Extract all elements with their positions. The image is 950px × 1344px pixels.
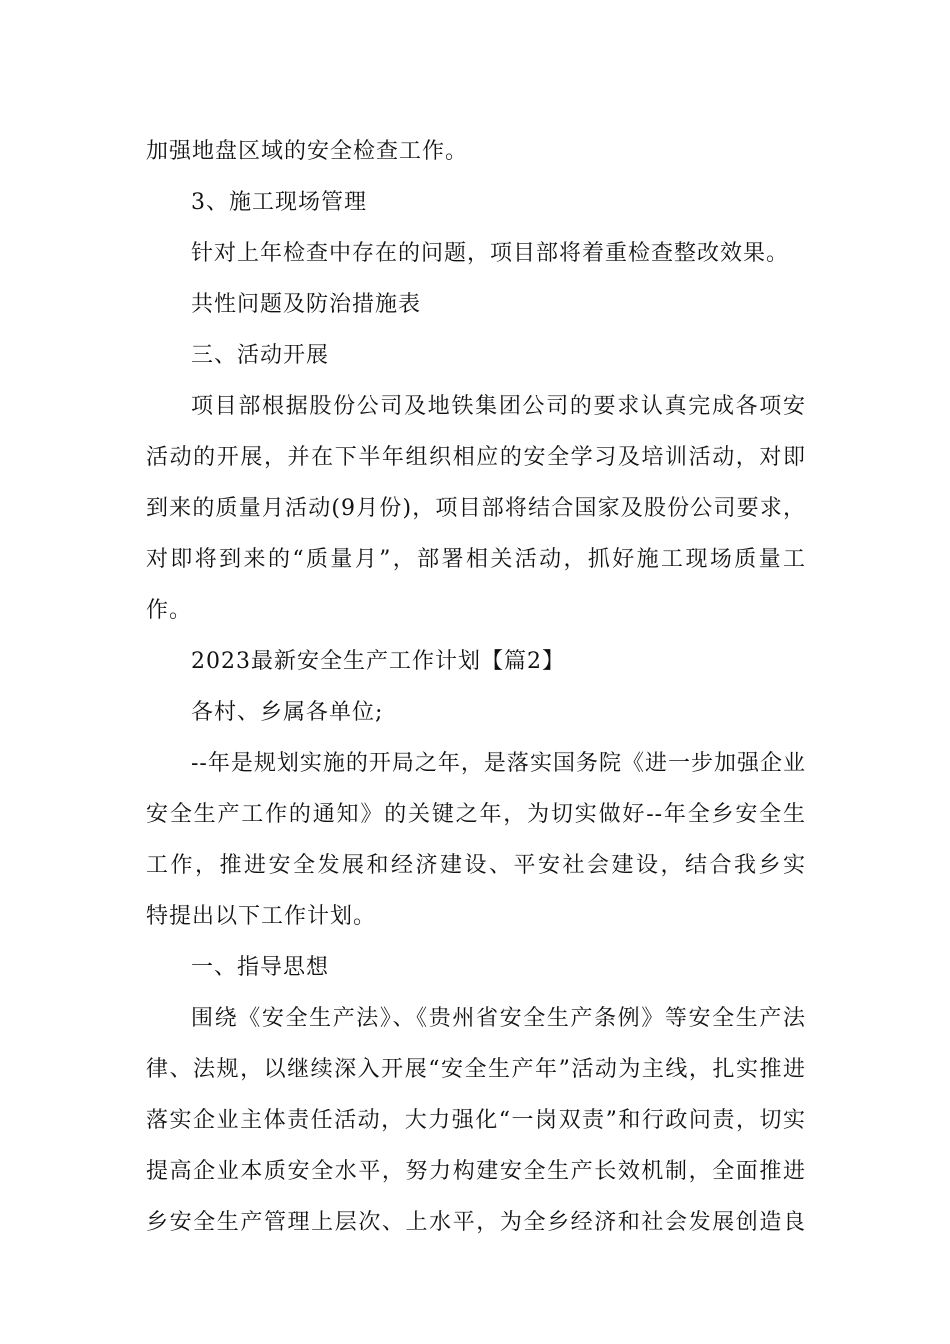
paragraph-line: 作。 (146, 598, 193, 623)
paragraph-line: 律、法规，以继续深入开展“安全生产年”活动为主线，扎实推进 (146, 1057, 806, 1082)
paragraph-line: 对即将到来的“质量月”，部署相关活动，抓好施工现场质量工 (146, 547, 806, 572)
section-heading: 3、施工现场管理 (191, 190, 367, 215)
article-title: 2023最新安全生产工作计划【篇2】 (191, 649, 565, 674)
paragraph-line: 特提出以下工作计划。 (146, 904, 377, 929)
paragraph-line: 提高企业本质安全水平，努力构建安全生产长效机制，全面推进 (146, 1159, 806, 1184)
text-line: 共性问题及防治措施表 (191, 292, 422, 317)
text-line: 加强地盘区域的安全检查工作。 (146, 139, 469, 164)
paragraph-line: 活动的开展，并在下半年组织相应的安全学习及培训活动，对即 (146, 445, 806, 470)
document-body (146, 126, 806, 1248)
paragraph-line: 安全生产工作的通知》的关键之年，为切实做好--年全乡安全生 (146, 802, 806, 827)
paragraph-line: 乡安全生产管理上层次、上水平，为全乡经济和社会发展创造良 (146, 1210, 806, 1235)
salutation: 各村、乡属各单位; (191, 700, 384, 725)
section-heading: 三、活动开展 (191, 343, 330, 368)
text-line: 针对上年检查中存在的问题，项目部将着重检查整改效果。 (191, 241, 790, 266)
paragraph-line: 落实企业主体责任活动，大力强化“一岗双责”和行政问责，切实 (146, 1108, 806, 1133)
paragraph-line: 项目部根据股份公司及地铁集团公司的要求认真完成各项安 (191, 394, 806, 419)
paragraph-line: 工作，推进安全发展和经济建设、平安社会建设，结合我乡实 (146, 853, 806, 878)
paragraph-line: 围绕《安全生产法》、《贵州省安全生产条例》等安全生产法 (191, 1006, 806, 1031)
paragraph-line: 到来的质量月活动(9月份)，项目部将结合国家及股份公司要求， (146, 496, 806, 521)
paragraph-line: --年是规划实施的开局之年，是落实国务院《进一步加强企业 (191, 751, 806, 776)
section-heading: 一、指导思想 (191, 955, 330, 980)
